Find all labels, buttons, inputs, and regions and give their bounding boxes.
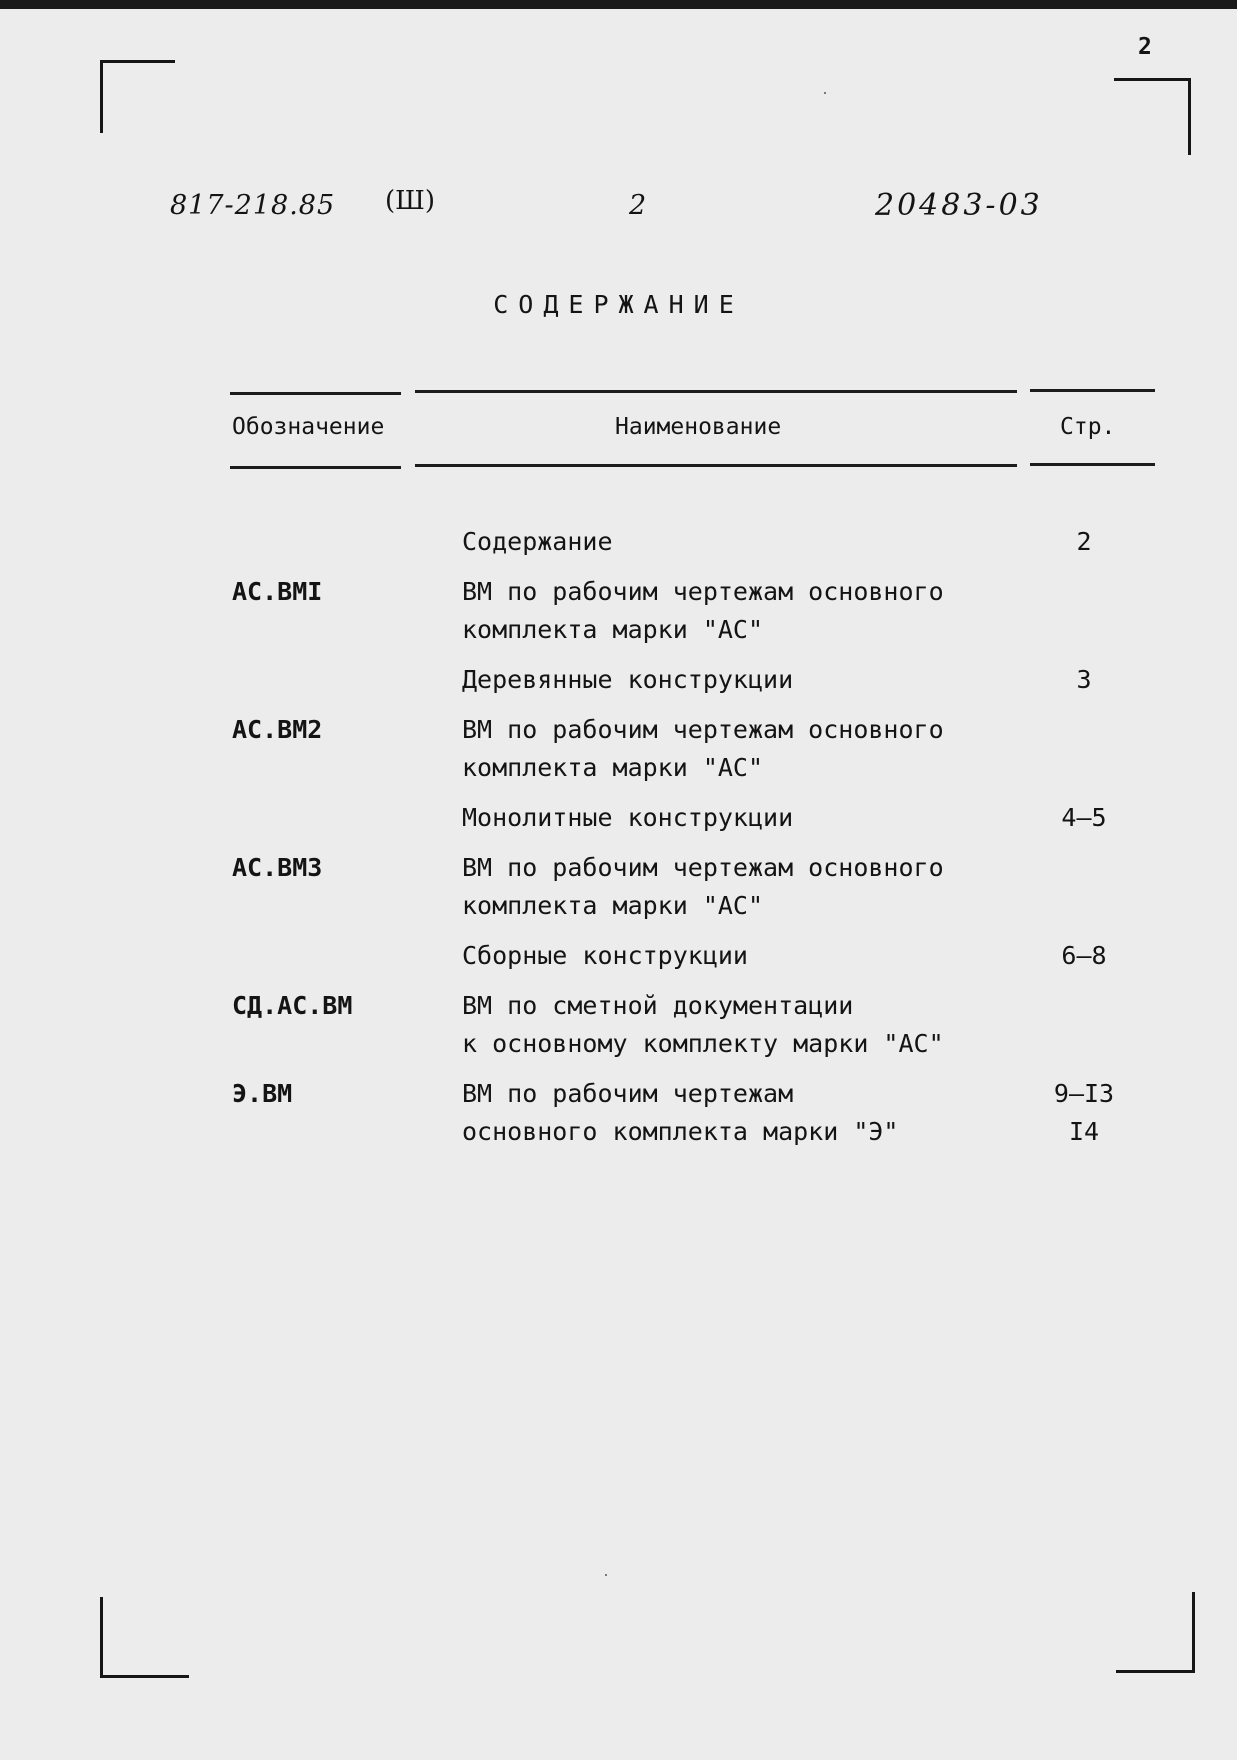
row-designation: АС.ВМI [232,577,323,606]
row-name-line: комплекта марки "АС" [462,753,764,782]
row-page: 3 [1076,665,1092,694]
row-designation: Э.ВМ [232,1079,293,1108]
scan-speck [605,1574,607,1576]
row-name-line: комплекта марки "АС" [462,891,764,920]
column-header-name: Наименование [615,414,782,440]
header-rule-top [1030,389,1155,392]
header-rule-top [415,390,1017,393]
row-name-line: ВМ по сметной документации [462,991,854,1020]
row-name-line: Монолитные конструкции [462,803,794,832]
corner-mark-top-right [1114,78,1191,155]
corner-mark-bottom-right [1116,1592,1195,1673]
stamp-code-right: 20483-03 [875,188,1043,223]
header-rule-top [230,392,401,395]
row-page: 2 [1076,527,1092,556]
row-designation: АС.ВМ3 [232,853,323,882]
row-name-line: основного комплекта марки "Э" [462,1117,899,1146]
row-name-line: Содержание [462,527,613,556]
sheet-number: 2 [1138,34,1152,60]
row-name-line: ВМ по рабочим чертежам основного [462,577,944,606]
row-name-line: к основному комплекту марки "АС" [462,1029,944,1058]
header-rule-bottom [415,464,1017,467]
row-page: I4 [1068,1117,1100,1146]
header-rule-bottom [230,466,401,469]
row-designation: АС.ВМ2 [232,715,323,744]
row-name-line: Деревянные конструкции [462,665,794,694]
header-rule-bottom [1030,463,1155,466]
stamp-volume: (Ш) [385,186,435,216]
scan-speck [824,92,826,94]
stamp-page: 2 [629,190,648,221]
row-page: 6–8 [1061,941,1107,970]
column-header-designation: Обозначение [232,414,385,440]
row-name-line: Сборные конструкции [462,941,748,970]
corner-mark-top-left [100,60,175,133]
page-title: СОДЕРЖАНИЕ [493,290,744,319]
column-header-page: Стр. [1060,414,1116,440]
corner-mark-bottom-left [100,1597,189,1678]
row-name-line: комплекта марки "АС" [462,615,764,644]
stamp-code-left: 817-218.85 [170,190,336,221]
row-page: 4–5 [1061,803,1107,832]
row-name-line: ВМ по рабочим чертежам [462,1079,794,1108]
row-name-line: ВМ по рабочим чертежам основного [462,853,944,882]
row-designation: СД.АС.ВМ [232,991,353,1020]
row-name-line: ВМ по рабочим чертежам основного [462,715,944,744]
row-page: 9–I3 [1053,1079,1115,1108]
page-top-edge [0,0,1237,9]
